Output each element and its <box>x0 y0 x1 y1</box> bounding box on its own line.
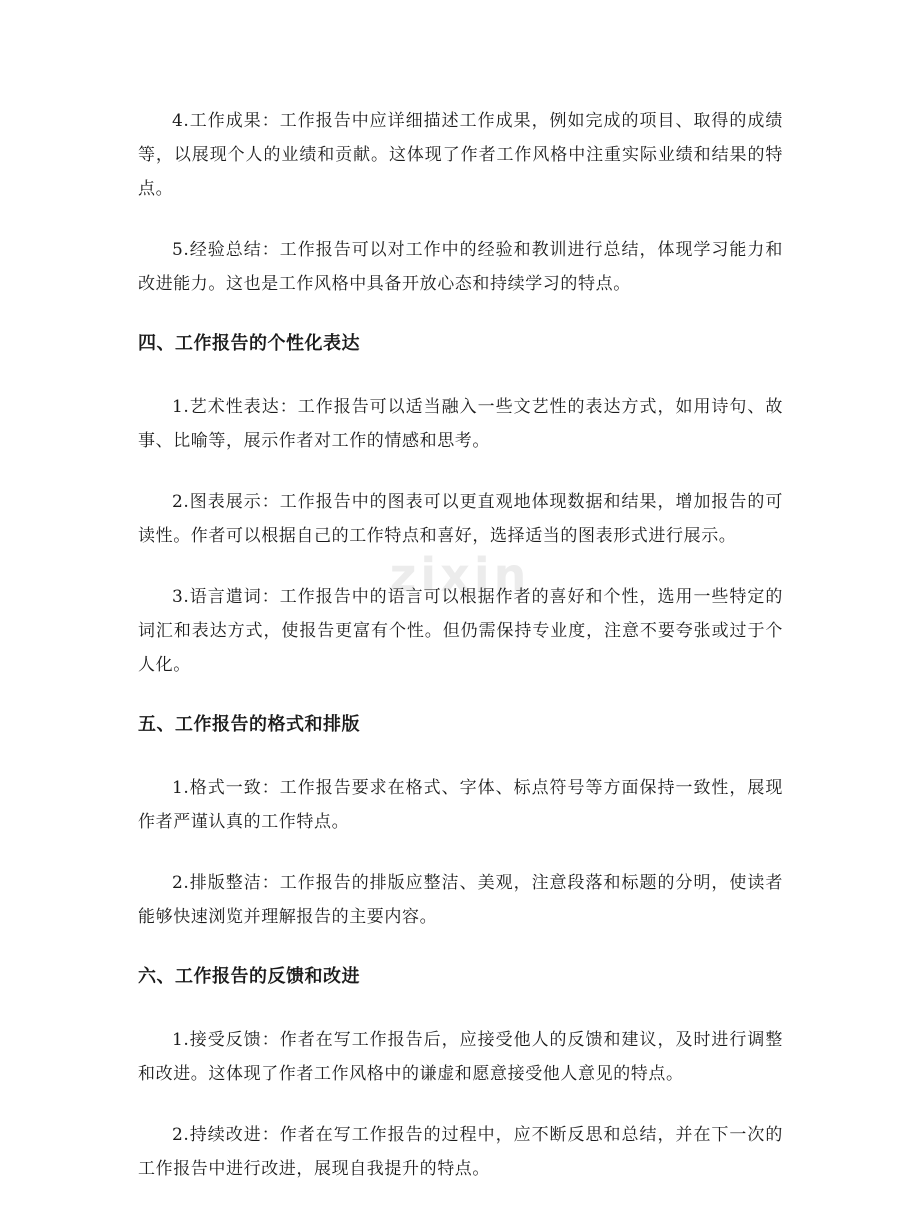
paragraph-word-choice: 3.语言遣词：工作报告中的语言可以根据作者的喜好和个性，选用一些特定的词汇和表达方式，使报告更富有个性。但仍需保持专业度，注意不要夸张或过于个人化。 <box>138 587 783 675</box>
paragraph-work-results: 4.工作成果：工作报告中应详细描述工作成果，例如完成的项目、取得的成绩等，以展现个人的业绩和贡献。这体现了作者工作风格中注重实际业绩和结果的特点。 <box>138 111 783 199</box>
paragraph-artistic-expression: 1.艺术性表达：工作报告可以适当融入一些文艺性的表达方式，如用诗句、故事、比喻等，展示作者对工作的情感和思考。 <box>138 397 783 451</box>
paragraph-continuous-improvement: 2.持续改进：作者在写工作报告的过程中，应不断反思和总结，并在下一次的工作报告中进行改进，展现自我提升的特点。 <box>138 1125 783 1179</box>
section-format-layout <box>138 709 783 934</box>
paragraph-tidy-layout: 2.排版整洁：工作报告的排版应整洁、美观，注意段落和标题的分明，使读者能够快速浏览并理解报告的主要内容。 <box>138 873 783 927</box>
paragraph-accept-feedback: 1.接受反馈：作者在写工作报告后，应接受他人的反馈和建议，及时进行调整和改进。这体现了作者工作风格中的谦虚和愿意接受他人意见的特点。 <box>138 1030 783 1084</box>
paragraph-experience-summary: 5.经验总结：工作报告可以对工作中的经验和教训进行总结，体现学习能力和改进能力。这也是工作风格中具备开放心态和持续学习的特点。 <box>138 240 783 294</box>
watermark: zixin <box>389 548 531 602</box>
section-personalized-expression <box>138 328 783 682</box>
section-heading-personalized-expression: 四、工作报告的个性化表达 <box>138 333 360 354</box>
section-work-style-continued <box>138 104 783 301</box>
section-heading-format-layout: 五、工作报告的格式和排版 <box>138 714 360 735</box>
paragraph-chart-display: 2.图表展示：工作报告中的图表可以更直观地体现数据和结果，增加报告的可读性。作者可以根据自己的工作特点和喜好，选择适当的图表形式进行展示。 <box>138 492 783 546</box>
document-body <box>138 104 783 1213</box>
paragraph-consistent-format: 1.格式一致：工作报告要求在格式、字体、标点符号等方面保持一致性，展现作者严谨认真的工作特点。 <box>138 778 783 832</box>
section-feedback-improvement <box>138 961 783 1186</box>
section-heading-feedback-improvement: 六、工作报告的反馈和改进 <box>138 966 360 987</box>
